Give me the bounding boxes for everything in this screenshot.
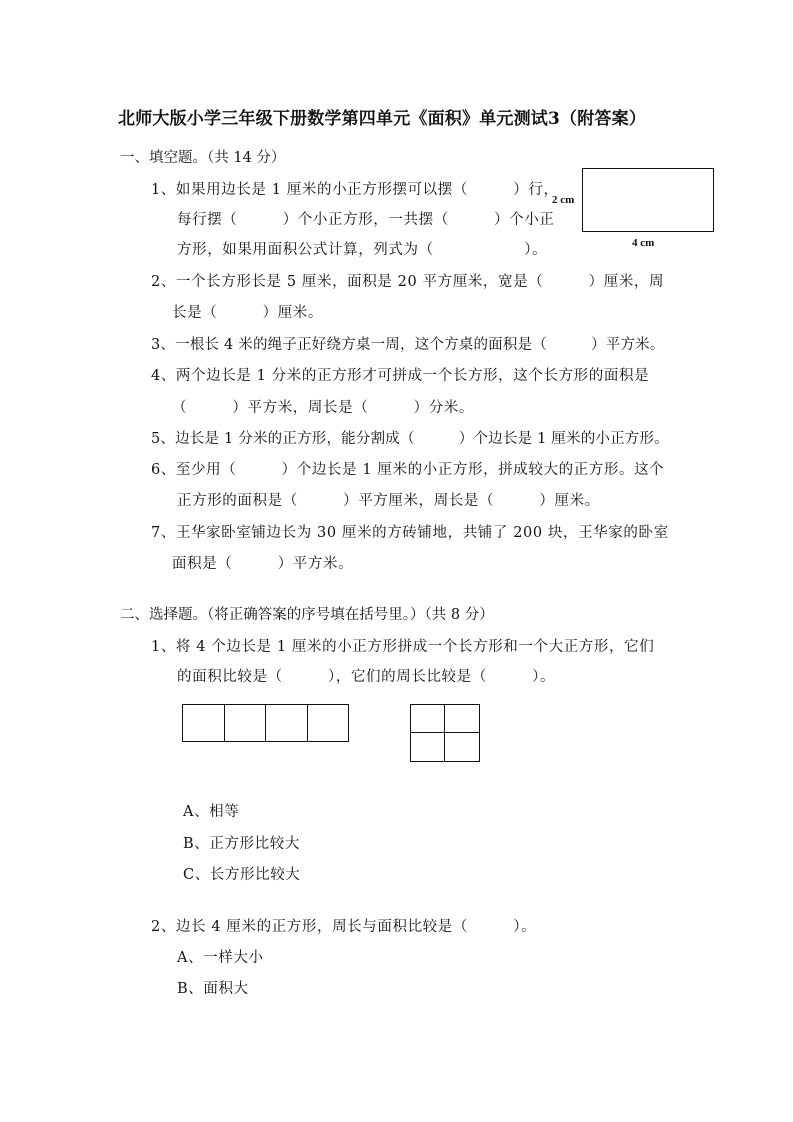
q6-line-2: 正方形的面积是（ ）平方厘米，周长是（ ）厘米。 [177,493,600,509]
s2-q2-line-1: 2、边长 4 厘米的正方形，周长与面积比较是（ ）。 [151,919,537,935]
s2-q1-option-c: C、长方形比较大 [183,867,301,883]
rectangle-height-label: 2 cm [552,194,575,206]
s2-q1-line-1: 1、将 4 个边长是 1 厘米的小正方形拼成一个长方形和一个大正方形，它们 [151,639,655,655]
grid-cell [266,705,308,741]
rectangle-width-label: 4 cm [632,237,655,249]
grid-cell [411,705,445,733]
q1-line-1: 1、如果用边长是 1 厘米的小正方形摆可以摆（ ）行， [151,182,559,198]
grid-cell [411,733,445,761]
q5-line: 5、边长是 1 分米的正方形，能分割成（ ）个边长是 1 厘米的小正方形。 [151,431,669,447]
q4-line-2: （ ）平方米，周长是（ ）分米。 [172,400,474,416]
big-square-of-four-squares [410,704,480,762]
section-1-heading: 一、填空题。（共 14 分） [120,150,286,166]
q2-line-2: 长是（ ）厘米。 [172,305,323,321]
s2-q1-option-b: B、正方形比较大 [183,836,300,852]
rectangle-of-four-squares [182,704,349,742]
s2-q2-option-b: B、面积大 [177,981,249,997]
s2-q1-line-2: 的面积比较是（ ），它们的周长比较是（ ）。 [177,669,556,685]
grid-cell [308,705,349,741]
s2-q1-option-a: A、相等 [183,804,240,820]
q4-line-1: 4、两个边长是 1 分米的正方形才可拼成一个长方形，这个长方形的面积是 [151,368,650,384]
q1-line-2: 每行摆（ ）个小正方形，一共摆（ ）个小正 [177,212,555,228]
q1-line-3: 方形，如果用面积公式计算，列式为（ ）。 [177,242,548,258]
q7-line-2: 面积是（ ）平方米。 [172,556,354,572]
q3-line: 3、一根长 4 米的绳子正好绕方桌一周，这个方桌的面积是（ ）平方米。 [151,337,665,353]
page-title: 北师大版小学三年级下册数学第四单元《面积》单元测试3（附答案） [118,109,647,129]
grid-cell [183,705,225,741]
grid-cell [445,733,479,761]
section-2-heading: 二、选择题。（将正确答案的序号填在括号里。）（共 8 分） [120,607,494,623]
grid-cell [445,705,479,733]
q2-line-1: 2、一个长方形长是 5 厘米，面积是 20 平方厘米，宽是（ ）厘米，周 [151,274,665,290]
q6-line-1: 6、至少用（ ）个边长是 1 厘米的小正方形，拼成较大的正方形。这个 [151,462,665,478]
grid-cell [225,705,267,741]
rectangle-outline [582,168,714,232]
s2-q2-option-a: A、一样大小 [177,950,264,966]
q7-line-1: 7、王华家卧室铺边长为 30 厘米的方砖铺地，共铺了 200 块，王华家的卧室 [151,525,669,541]
